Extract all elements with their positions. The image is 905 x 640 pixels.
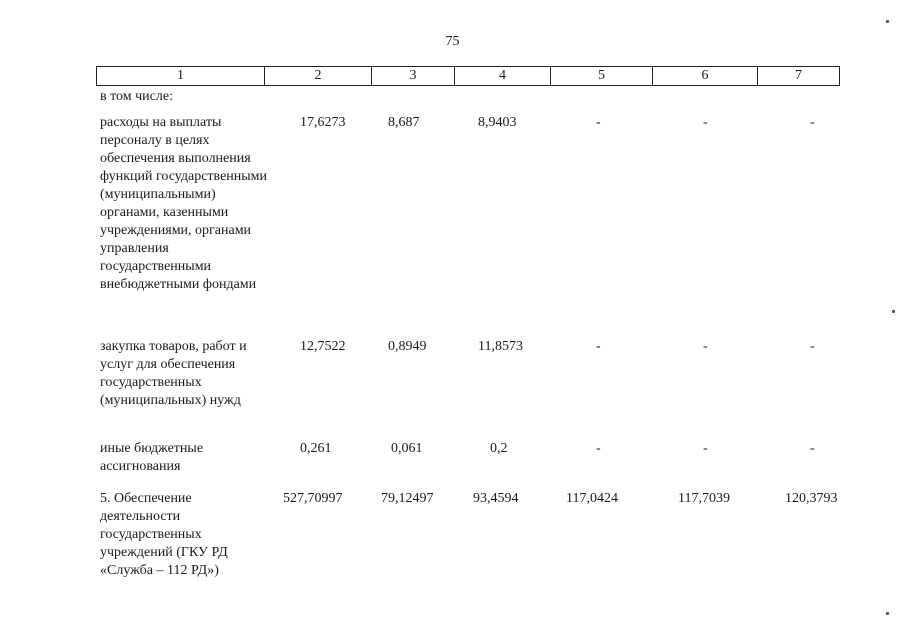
- scan-speck: [892, 310, 895, 313]
- row-2-col-6: -: [703, 339, 708, 354]
- row-4-col-6: 117,7039: [678, 491, 730, 506]
- subheading: в том числе:: [100, 89, 173, 104]
- row-4-col-5: 117,0424: [566, 491, 618, 506]
- row-1-col-6: -: [703, 115, 708, 130]
- row-2-col-7: -: [810, 339, 815, 354]
- header-cell-2: 2: [265, 67, 372, 85]
- row-1-col-5: -: [596, 115, 601, 130]
- row-4-label: 5. Обеспечение деятельности государственных учреждений (ГКУ РД «Служба – 112 РД»): [100, 491, 228, 578]
- row-1-col-3: 8,687: [388, 115, 420, 130]
- row-3-col-5: -: [596, 441, 601, 456]
- row-2-col-2: 12,7522: [300, 339, 346, 354]
- row-3-col-6: -: [703, 441, 708, 456]
- row-1-col-4: 8,9403: [478, 115, 517, 130]
- row-3-col-4: 0,2: [490, 441, 508, 456]
- row-4-col-4: 93,4594: [473, 491, 519, 506]
- page-number: 75: [445, 34, 460, 49]
- row-1-label: расходы на выплаты персоналу в целях обеспечения выполнения функций государственными (муниципальными) органами, казенными учреждениями, органами управления государственными внебюджетными фондами: [100, 115, 268, 292]
- header-cell-6: 6: [653, 67, 758, 85]
- table-header-row: [96, 66, 840, 86]
- scan-speck: [886, 20, 889, 23]
- row-4-col-3: 79,12497: [381, 491, 434, 506]
- row-3-col-7: -: [810, 441, 815, 456]
- row-2-col-5: -: [596, 339, 601, 354]
- row-2-label: закупка товаров, работ и услуг для обеспечения государственных (муниципальных) нужд: [100, 339, 247, 408]
- header-cell-3: 3: [372, 67, 455, 85]
- row-2-col-3: 0,8949: [388, 339, 427, 354]
- row-3-label: иные бюджетные ассигнования: [100, 441, 204, 474]
- row-3-col-3: 0,061: [391, 441, 423, 456]
- scan-speck: [886, 612, 889, 615]
- row-2-col-4: 11,8573: [478, 339, 523, 354]
- row-4-col-2: 527,70997: [283, 491, 343, 506]
- header-cell-5: 5: [551, 67, 653, 85]
- header-cell-7: 7: [795, 68, 802, 83]
- row-3-col-2: 0,261: [300, 441, 332, 456]
- row-1-col-7: -: [810, 115, 815, 130]
- header-cell-1: 1: [97, 67, 265, 85]
- row-4-col-7: 120,3793: [785, 491, 838, 506]
- row-1-col-2: 17,6273: [300, 115, 346, 130]
- header-cell-4: 4: [455, 67, 551, 85]
